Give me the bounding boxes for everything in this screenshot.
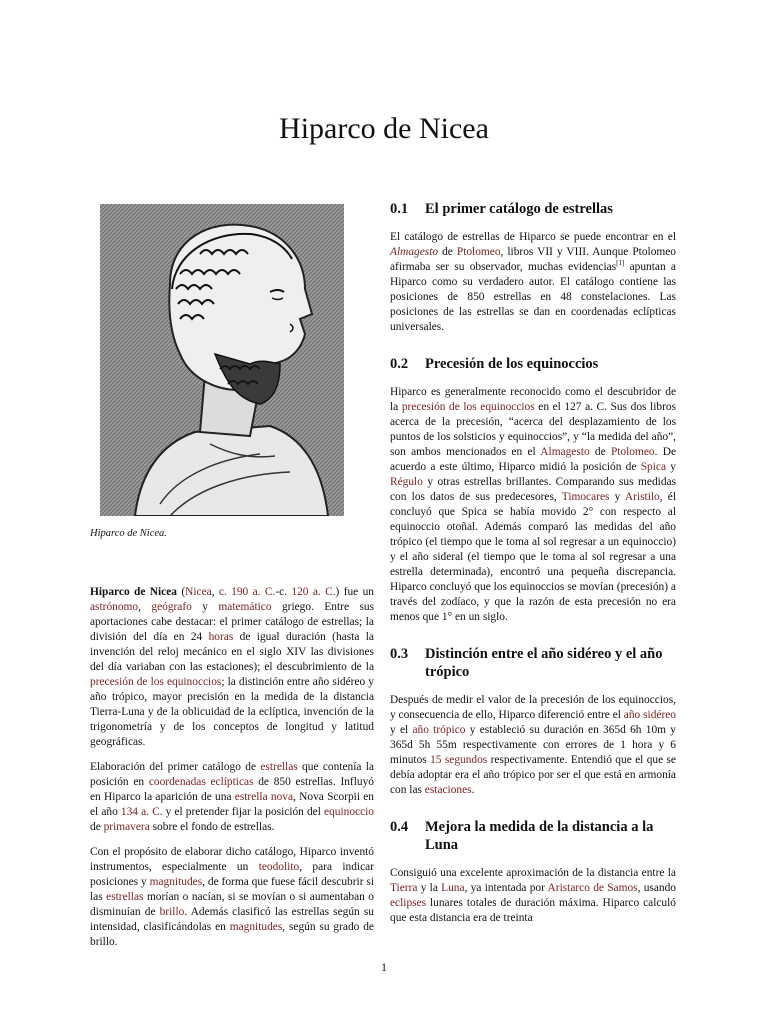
section-heading [390, 645, 676, 681]
wiki-link[interactable]: Almagesto [390, 246, 439, 258]
section-number: 0.4 [390, 819, 409, 835]
wiki-link[interactable]: coordenadas eclípticas [148, 776, 254, 788]
text-run: . [471, 784, 475, 796]
text-run: ; la distinción entre año sidéreo y año trópico, mayor precisión en la medida de la distancia Tierra-Luna y de la oblicuidad de la eclíptica, invención de la trigonometría y de los conceptos de longitud y latitud geográficas. [90, 676, 374, 748]
text-run: y el pretender fijar la posición del [162, 806, 325, 818]
text-run: y [666, 461, 677, 473]
wiki-link[interactable]: Aristarco de Samos [547, 882, 638, 894]
left-column [90, 585, 374, 960]
wiki-link[interactable]: Ptolomeo [456, 246, 501, 258]
text-run: ( [176, 586, 186, 598]
catalog-paragraph [90, 760, 374, 835]
page-number: 1 [381, 960, 387, 974]
section-title: El primer catálogo de estrellas [425, 201, 613, 217]
wiki-link[interactable]: Régulo [390, 476, 423, 488]
text-run: , para indicar posiciones y [90, 861, 374, 888]
text-run: de 850 estrellas. Influyó en Hiparco la aparición de una [90, 776, 374, 803]
text-run: que contenía la posición en [90, 761, 374, 788]
wiki-link[interactable]: astrónomo [90, 601, 139, 613]
wiki-link[interactable]: Nicea [185, 586, 212, 598]
intro-paragraph [90, 585, 374, 750]
text-run: Hiparco es generalmente reconocido como el descubridor de la [390, 386, 676, 413]
wiki-link[interactable]: teodolito [258, 861, 300, 873]
text-run: , de forma que fuese fácil descubrir si las [90, 876, 374, 903]
text-run: -c. [275, 586, 292, 598]
section-number: 0.3 [390, 646, 409, 662]
wiki-link[interactable]: precesión de los equinoccios [90, 676, 222, 688]
text-run: , él concluyó que Spica se había movido 2° con respecto al equinoccio otoñal. Además comparó las medidas del año trópico (el tiempo que le toma al sol regresar a un equinoccio) y el año sideral (el tiempo que le toma al sol regresar a una estrella determinada), encontró una pequeña discrepancia. Hiparco concluyó que los equinoccios se movían (precesión) a través del zodíaco, y que la razón de esta precesión no era menos que 1° en un siglo. [390, 491, 677, 623]
wiki-link[interactable]: equinoccio [324, 806, 374, 818]
text-run: y el [390, 724, 413, 736]
footnote-link[interactable]: [1] [616, 259, 625, 268]
text-run: , ya intentada por [464, 882, 548, 894]
wiki-link[interactable]: Luna [441, 882, 465, 894]
text-run: y otras estrellas brillantes. Comparando sus medidas con los datos de sus predecesores, [390, 476, 676, 503]
wiki-link[interactable]: segundos [444, 754, 488, 766]
section-heading [390, 355, 676, 373]
section-title: Precesión de los equinoccios [425, 356, 599, 372]
text-run: , usando [637, 882, 676, 894]
wiki-link[interactable]: horas [208, 631, 234, 643]
bust-illustration [100, 204, 344, 516]
wiki-link[interactable]: eclipses [390, 897, 427, 909]
text-run: griego. Entre sus aportaciones cabe destacar: el primer catálogo de estrellas; la división del día en 24 [90, 601, 374, 643]
text-run: y estableció su duración en 365d 6h 10m y 365d 5h 55m respectivamente con errores de 1 hora y 6 minutos [390, 724, 676, 766]
wiki-link[interactable]: Spica [640, 461, 667, 473]
wiki-link[interactable]: magnitudes [149, 876, 203, 888]
text-run: Con el propósito de elaborar dicho catálogo, Hiparco inventó instrumentos, especialmente un [90, 846, 374, 873]
wiki-link[interactable]: geógrafo [151, 601, 192, 613]
wiki-link[interactable]: brillo [159, 906, 185, 918]
wiki-link[interactable]: magnitudes [229, 921, 283, 933]
wiki-link[interactable]: estrellas [260, 761, 298, 773]
text-run: y [191, 601, 219, 613]
section-heading [390, 818, 676, 854]
instruments-paragraph [90, 845, 374, 950]
section-body [390, 385, 676, 625]
text-run: morían o nacían, si se movían o si aumentaban o disminuían de [90, 891, 374, 918]
text-run: . Además clasificó las estrellas según su intensidad, clasificándolas en [90, 906, 374, 933]
wiki-link[interactable]: Tierra [390, 882, 418, 894]
text-run: y [609, 491, 625, 503]
hipparchus-portrait [100, 204, 344, 516]
text-run: ) fue un [335, 586, 374, 598]
section-body [390, 230, 676, 335]
right-column [390, 200, 676, 926]
wiki-link[interactable]: año sidéreo [623, 709, 676, 721]
text-run: , Nova Scorpii en el año [90, 791, 374, 818]
wiki-link[interactable]: precesión de los equinoccios [401, 401, 535, 413]
wiki-link[interactable]: estrella nova [234, 791, 294, 803]
section-body [390, 866, 676, 926]
wiki-link[interactable]: 120 a. C. [291, 586, 336, 598]
text-run: lunares totales de duración máxima. Hiparco calculó que esta distancia era de treinta [390, 897, 676, 924]
text-run: apuntan a Hiparco como su verdadero autor. El catálogo contiene las posiciones de 850 estrellas en 48 constelaciones. Las posiciones de las estrellas se dan en coordenadas eclípticas universales. [390, 261, 676, 333]
wiki-link[interactable]: c. 190 a. C. [218, 586, 276, 598]
text-run: Consiguió una excelente aproximación de la distancia entre la [390, 867, 676, 879]
section-number: 0.1 [390, 201, 409, 217]
text-run: El catálogo de estrellas de Hiparco se puede encontrar en el [390, 231, 676, 243]
text-run: respectivamente. Entendió que el que se debía adoptar era el año trópico por ser el que está en armonía con las [390, 754, 676, 796]
text-run: de [438, 246, 457, 258]
wiki-link[interactable]: estrellas [106, 891, 144, 903]
wiki-link[interactable]: 134 a. C. [120, 806, 163, 818]
text-run: de [90, 821, 104, 833]
text-run: . De acuerdo a este último, Hiparco midió la posición de [390, 446, 676, 473]
text-run: de [589, 446, 611, 458]
wiki-link[interactable]: estaciones [424, 784, 472, 796]
wiki-link[interactable]: 15 [430, 754, 442, 766]
text-run: de igual duración (hasta la invención del reloj mecánico en el siglo XIV las divisiones del día variaban con las estaciones); el descubrimiento de la [90, 631, 374, 673]
section-body [390, 693, 676, 798]
bold-text: Hiparco de Nicea [90, 586, 177, 598]
wiki-link[interactable]: Aristilo [624, 491, 660, 503]
wiki-link[interactable]: primavera [103, 821, 150, 833]
wiki-link[interactable]: año trópico [412, 724, 466, 736]
section-title: Mejora la medida de la distancia a la Luna [425, 819, 654, 853]
wiki-link[interactable]: matemático [218, 601, 272, 613]
text-run: sobre el fondo de estrellas. [149, 821, 275, 833]
section-number: 0.2 [390, 356, 409, 372]
text-run: , según su grado de brillo. [90, 921, 374, 948]
section-heading [390, 200, 676, 218]
text-run: y la [417, 882, 442, 894]
figure-caption: Hiparco de Nicea. [90, 528, 167, 539]
section-title: Distinción entre el año sidéreo y el año trópico [425, 646, 663, 680]
text-run: , libros VII y VIII. Aunque Ptolomeo afirmaba ser su observador, muchas evidencias [390, 246, 676, 273]
wiki-link[interactable]: Almagesto [540, 446, 590, 458]
page-title: Hiparco de Nicea [279, 112, 489, 145]
text-run: , [211, 586, 219, 598]
text-run: , [138, 601, 152, 613]
wiki-link[interactable]: Ptolomeo [610, 446, 655, 458]
text-run: en el 127 a. C. Sus dos libros acerca de la precesión, “acerca del desplazamiento de los puntos de los solsticios y equinoccios”, y “la medida del año”, son ambos mencionados en el [390, 401, 676, 458]
text-run: Elaboración del primer catálogo de [90, 761, 261, 773]
text-run: Después de medir el valor de la precesión de los equinoccios, y consecuencia de ello, Hiparco diferenció entre el [390, 694, 676, 721]
wiki-link[interactable]: Timocares [561, 491, 610, 503]
